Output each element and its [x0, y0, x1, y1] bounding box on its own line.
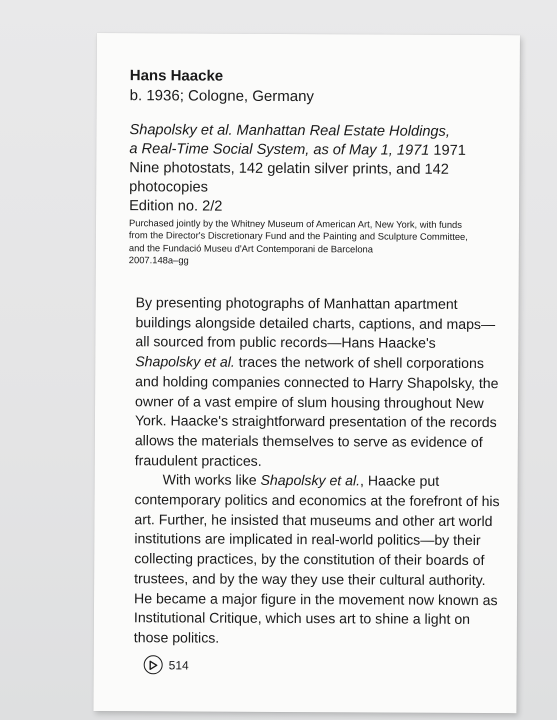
- wall-label-card: [93, 33, 520, 713]
- paragraph-2: With works like Shapolsky et al., Haacke put contemporary politics and economics at the forefront of his art. Further, he insisted that museums and other art world institutions are implicated in real-world politics—by their collecting practices, by the constitution of their boards of trustees, and by the way they use their cultural authority. He became a major figure in the movement now known as Institutional Critique, which uses art to shine a light on those politics.: [133, 471, 500, 646]
- artwork-edition: Edition no. 2/2: [129, 198, 223, 215]
- paragraph-1: By presenting photographs of Manhattan apartment buildings alongside detailed charts, captions, and maps—all sourced from public records—Hans Haacke's Shapolsky et al. traces the network of shell corporations and holding companies connected to Harry Shapolsky, the owner of a vast empire of slum housing throughout New York. Haacke's straightforward presentation of the records allows the materials themselves to serve as evidence of fraudulent practices.: [134, 294, 499, 469]
- accession-number: 2007.148a–gg: [128, 254, 189, 266]
- artwork-title-line-2: a Real-Time Social System, as of May 1, 1971 1971: [129, 141, 466, 159]
- audio-guide-stop: [144, 655, 189, 674]
- credit-line: [129, 217, 474, 268]
- artwork-date: 1971: [433, 142, 466, 159]
- artist-bio: b. 1936; Cologne, Germany: [129, 87, 314, 106]
- audio-stop-number: 514: [168, 657, 189, 672]
- interpretive-text: [134, 293, 505, 650]
- play-icon: [144, 655, 163, 674]
- credit-text: Purchased jointly by the Whitney Museum of American Art, New York, with funds from the Director's Discretionary Fund and the Painting and Sculpture Committee, and the Fundació Museu d'Art Contemporani de Barcelona: [128, 217, 468, 255]
- artwork-title-line-1: Shapolsky et al. Manhattan Real Estate Holdings,: [129, 122, 450, 140]
- artwork-details: [129, 121, 501, 218]
- artist-name: Hans Haacke: [129, 67, 224, 85]
- artwork-medium: Nine photostats, 142 gelatin silver prints, and 142 photocopies: [129, 160, 449, 196]
